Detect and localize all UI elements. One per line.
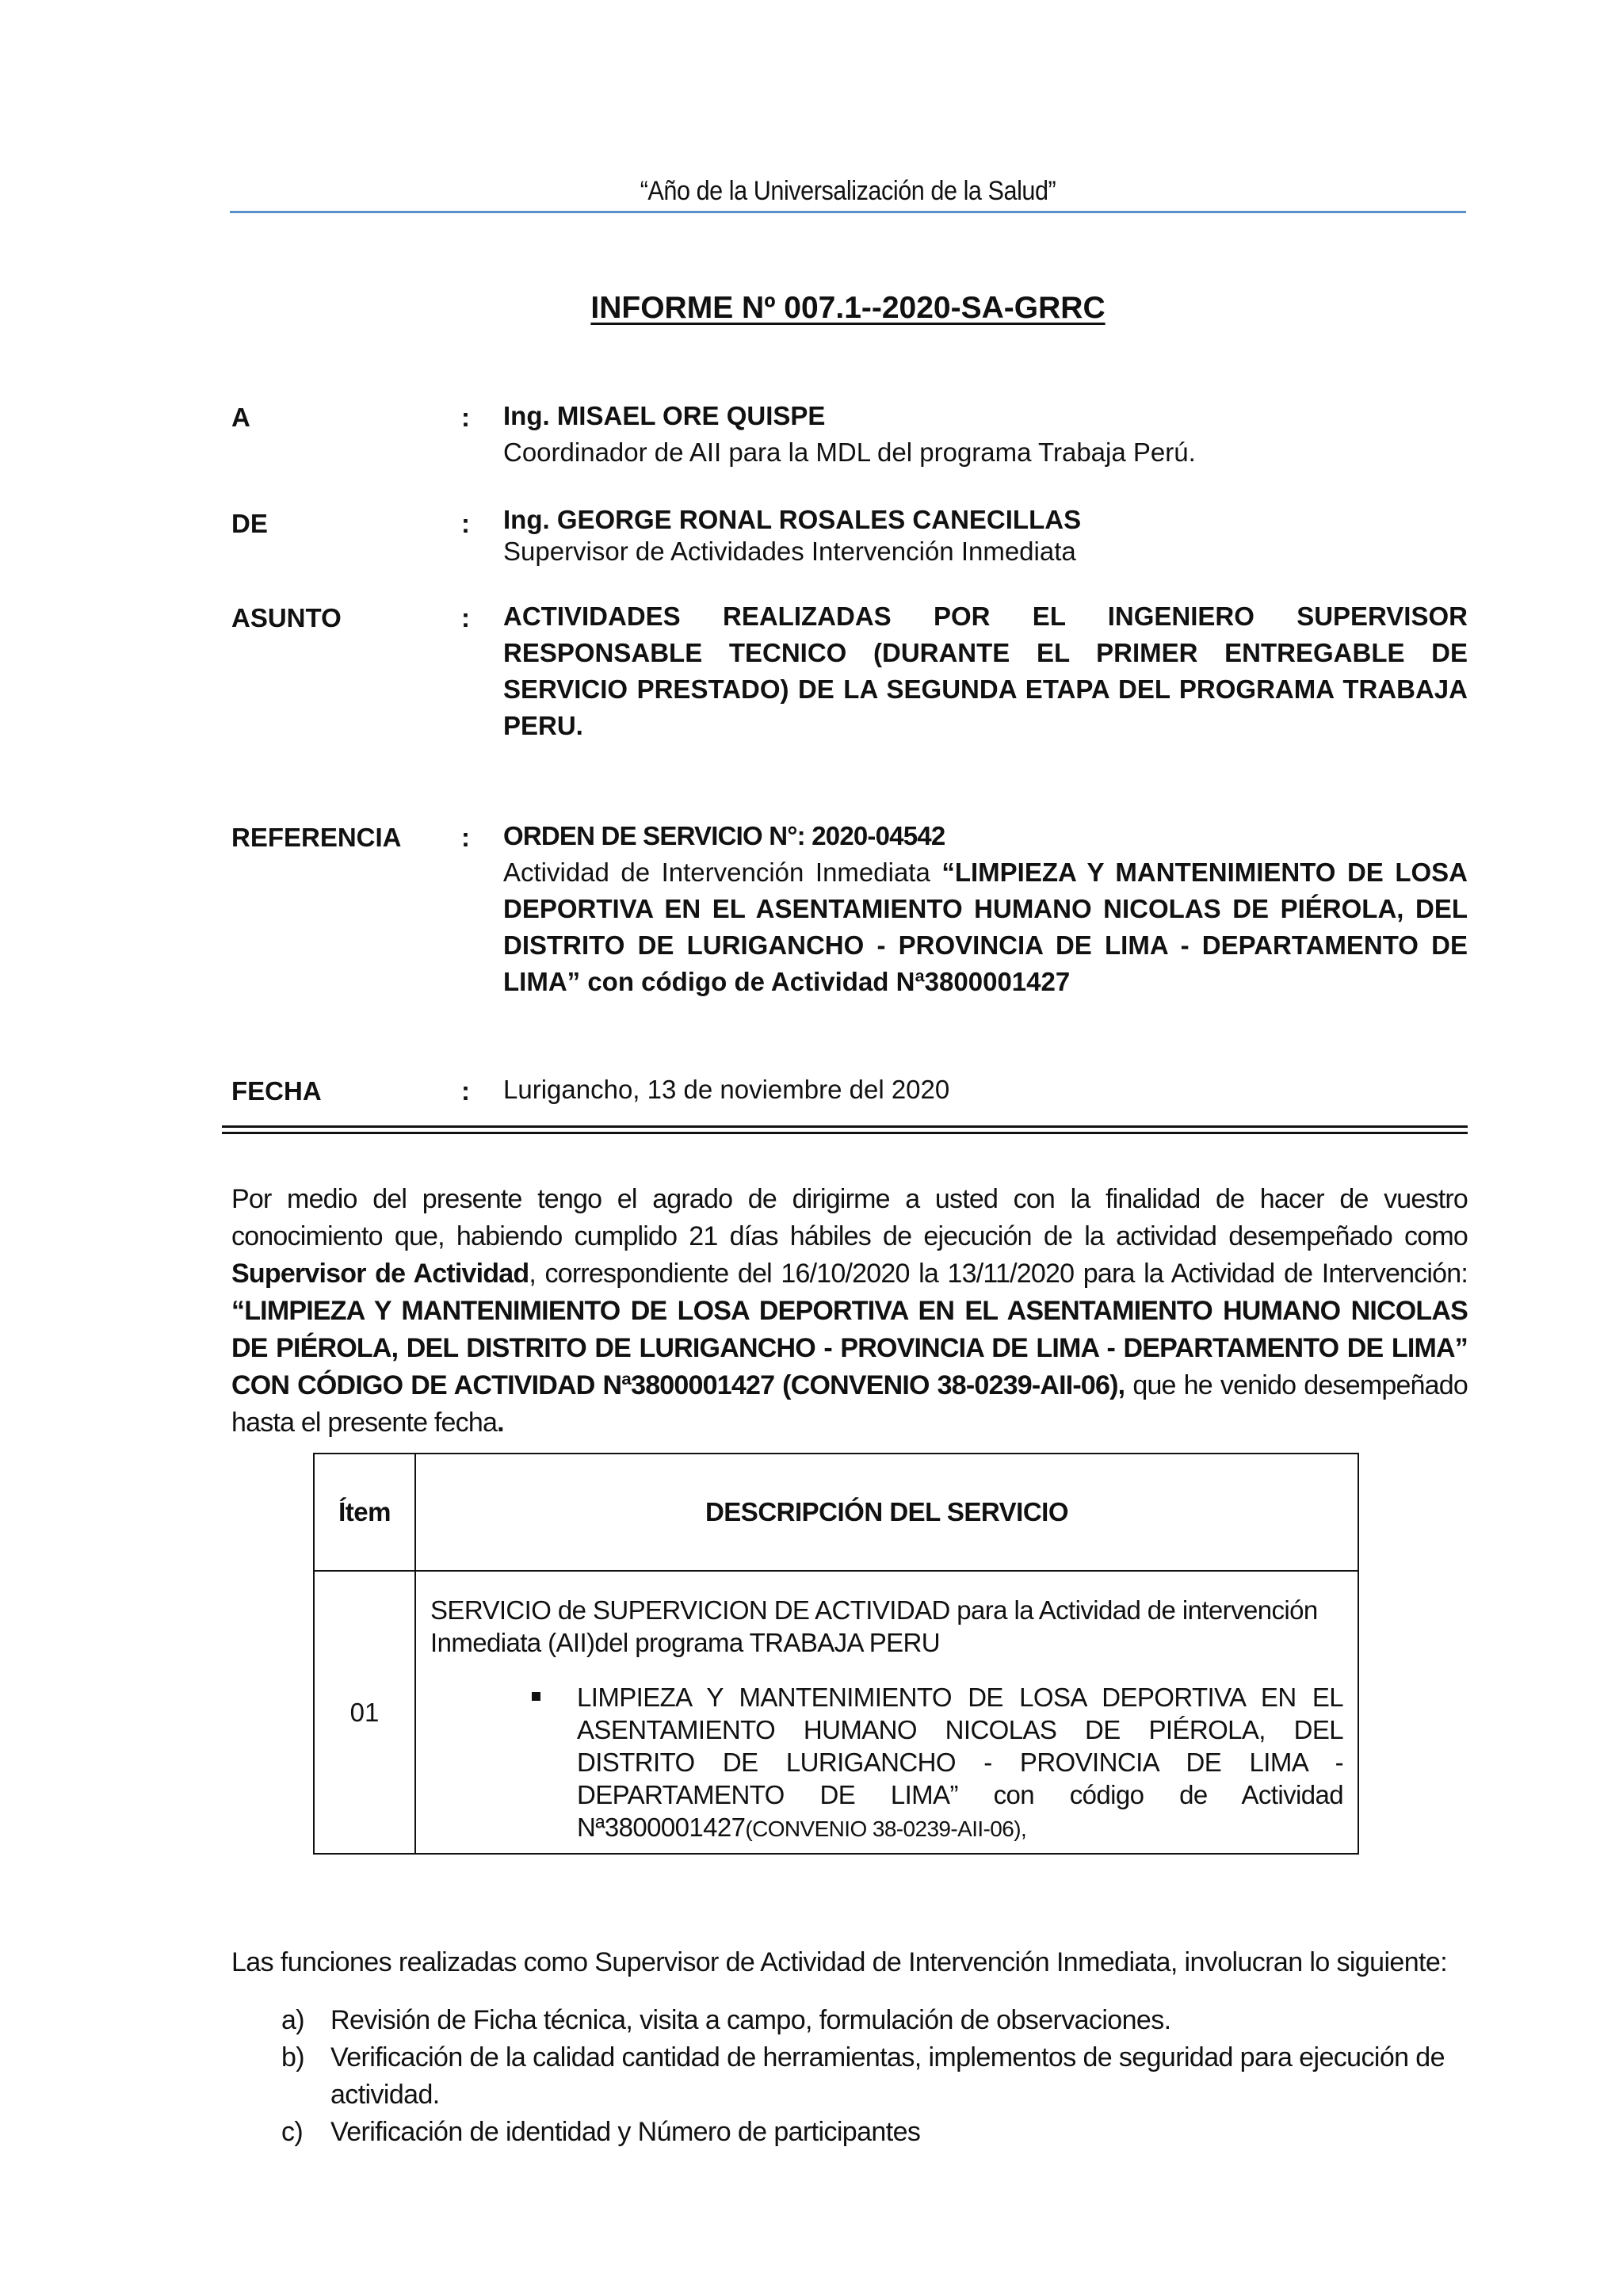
memo-date-colon: : — [461, 1076, 470, 1106]
list-item-letter: c) — [281, 2117, 304, 2147]
body-text-1: Por medio del presente tengo el agrado de dirigirme a usted con la finalidad de hacer de vuestro conocimiento que, habiendo cumplido 21 días hábiles de ejecución de la actividad desempeñado como — [231, 1184, 1468, 1251]
memo-from-label: DE — [231, 509, 268, 538]
memo-to-colon: : — [461, 403, 470, 432]
list-item — [281, 2002, 1470, 2039]
memo-reference-label: REFERENCIA — [231, 823, 402, 852]
table-row — [314, 1571, 1358, 1854]
memo-to-name: Ing. MISAEL ORE QUISPE — [503, 401, 826, 430]
table-header-row — [314, 1454, 1358, 1571]
list-item — [281, 2114, 1470, 2151]
reference-activity-name: “LIMPIEZA Y MANTENIMIENTO DE LOSA DEPORTIVA EN EL ASENTAMIENTO HUMANO NICOLAS DE PIÉROLA, DEL DISTRITO DE LURIGANCHO - PROVINCIA DE LIMA - DEPARTAMENTO DE LIMA” con código de Actividad Nª3800001427 — [503, 858, 1468, 996]
table-cell-item: 01 — [314, 1571, 415, 1854]
list-item-text: Verificación de la calidad cantidad de herramientas, implementos de seguridad para ejecución de actividad. — [330, 2042, 1445, 2110]
memo-subject-colon: : — [461, 603, 470, 632]
list-item-letter: b) — [281, 2042, 305, 2073]
memo-date-text: Lurigancho, 13 de noviembre del 2020 — [503, 1075, 950, 1104]
memo-to-role: Coordinador de AII para la MDL del programa Trabaja Perú. — [503, 437, 1196, 467]
table-header-description: DESCRIPCIÓN DEL SERVICIO — [415, 1454, 1358, 1571]
functions-intro: Las funciones realizadas como Supervisor de Actividad de Intervención Inmediata, involucran lo siguiente: — [231, 1947, 1448, 1977]
reference-activity-prefix: Actividad de Intervención Inmediata — [503, 858, 942, 887]
list-item-text: Revisión de Ficha técnica, visita a campo, formulación de observaciones. — [330, 2005, 1171, 2035]
memo-from-value — [503, 504, 1468, 567]
service-table — [313, 1453, 1359, 1855]
list-item — [281, 2039, 1470, 2114]
memo-reference-value — [503, 818, 1468, 1000]
memo-to-label: A — [231, 403, 250, 432]
memo-from-colon: : — [461, 509, 470, 538]
header-divider-bottom — [222, 1132, 1468, 1134]
table-cell-description — [415, 1571, 1358, 1854]
list-item-letter: a) — [281, 2005, 305, 2035]
body-text-3: que he venido desempeñado hasta el presente fecha — [231, 1370, 1468, 1438]
memo-subject-text: ACTIVIDADES REALIZADAS POR EL INGENIERO SUPERVISOR RESPONSABLE TECNICO (DURANTE EL PRIMER ENTREGABLE DE SERVICIO PRESTADO) DE LA SEGUNDA ETAPA DEL PROGRAMA TRABAJA PERU. — [503, 602, 1468, 740]
body-role: Supervisor de Actividad — [231, 1259, 529, 1289]
service-order: ORDEN DE SERVICIO N°: 2020-04542 — [503, 821, 945, 850]
memo-from-name: Ing. GEORGE RONAL ROSALES CANECILLAS — [503, 505, 1082, 534]
memo-reference-colon: : — [461, 823, 470, 852]
body-end-period: . — [497, 1408, 504, 1438]
body-paragraph — [231, 1181, 1468, 1442]
memo-from-role: Supervisor de Actividades Intervención Inmediata — [503, 537, 1076, 566]
memo-date-label: FECHA — [231, 1076, 322, 1106]
list-item-text: Verificación de identidad y Número de participantes — [330, 2117, 921, 2147]
memo-to-value — [503, 398, 1468, 471]
header-motto: “Año de la Universalización de la Salud” — [640, 176, 1056, 206]
service-bullet — [430, 1681, 1343, 1845]
bullet-square-icon — [532, 1692, 540, 1701]
service-bullet-text: LIMPIEZA Y MANTENIMIENTO DE LOSA DEPORTIVA EN EL ASENTAMIENTO HUMANO NICOLAS DE PIÉROLA, DEL DISTRITO DE LURIGANCHO - PROVINCIA DE LIMA - DEPARTAMENTO DE LIMA” con código de Actividad Nª3800001427 — [577, 1683, 1343, 1842]
header-divider-top — [222, 1125, 1468, 1128]
report-title: INFORME Nº 007.1--2020-SA-GRRC — [590, 291, 1106, 325]
service-intro: SERVICIO de SUPERVICION DE ACTIVIDAD para la Actividad de intervención Inmediata (AII)del programa TRABAJA PERU — [430, 1595, 1318, 1657]
header-rule — [230, 211, 1466, 213]
memo-subject-label: ASUNTO — [231, 603, 342, 632]
body-activity: “LIMPIEZA Y MANTENIMIENTO DE LOSA DEPORTIVA EN EL ASENTAMIENTO HUMANO NICOLAS DE PIÉROLA, DEL DISTRITO DE LURIGANCHO - PROVINCIA DE LIMA - DEPARTAMENTO DE LIMA” CON CÓDIGO DE ACTIVIDAD Nª3800001427 (CONVENIO 38-0239-AII-06), — [231, 1296, 1468, 1400]
functions-list — [281, 2002, 1470, 2151]
body-text-2: , correspondiente del 16/10/2020 la 13/11/2020 para la Actividad de Intervención: — [529, 1259, 1468, 1289]
service-bullet-convenio: (CONVENIO 38-0239-AII-06), — [745, 1817, 1027, 1841]
table-header-item: Ítem — [314, 1454, 415, 1571]
